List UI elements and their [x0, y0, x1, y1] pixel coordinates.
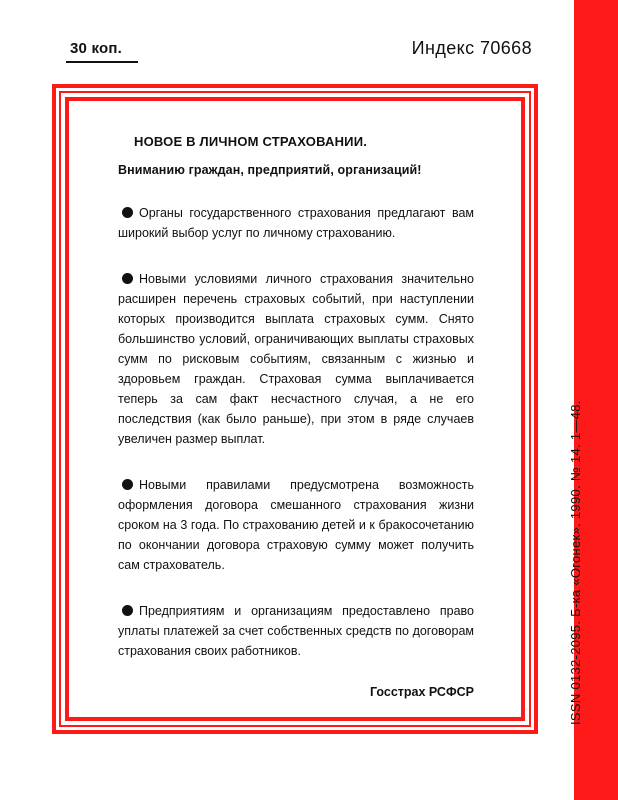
paragraph-text: Органы государственного страхования предлагают вам широкий выбор услуг по личному страхованию. [118, 206, 474, 240]
paragraph-text: Новыми условиями личного страхования значительно расширен перечень страховых событий, при наступлении которых производится выплата страховых сумм. Снято большинство условий, ограничивающих выплаты страховых сумм по рисковым событиям, связанным с жизнью и здоровьем граждан. Страховая сумма выплачивается теперь за сам факт несчастного случая, а не его последствия (как было раньше), при этом в ряде случаев увеличен размер выплат. [118, 272, 474, 446]
paragraph-text: Предприятиям и организациям предоставлено право уплаты платежей за счет собственных средств по договорам страхования своих работников. [118, 604, 474, 658]
notice-body [118, 134, 474, 699]
price-label: 30 коп. [70, 40, 122, 57]
notice-title: НОВОЕ В ЛИЧНОМ СТРАХОВАНИИ. [134, 134, 368, 149]
bullet-icon [122, 479, 133, 490]
issn-line: ISSN 0132-2095. Б-ка «Огонек». 1990. № 14. 1—48. [568, 400, 583, 725]
notice-paragraph [118, 475, 474, 575]
notice-paragraph [118, 601, 474, 661]
paragraph-text: Новыми правилами предусмотрена возможность оформления договора смешанного страхования жизни сроком на 3 года. По страхованию детей и к бракосочетанию по окончании договора страховую сумму может получить сам страхователь. [118, 478, 474, 572]
notice-paragraph [118, 203, 474, 243]
notice-signature: Госстрах РСФСР [369, 685, 474, 699]
notice-subtitle: Вниманию граждан, предприятий, организаций! [118, 163, 422, 177]
notice-paragraph [118, 269, 474, 449]
bullet-icon [122, 605, 133, 616]
price-underline [66, 61, 138, 63]
bullet-icon [122, 207, 133, 218]
bullet-icon [122, 273, 133, 284]
index-label: Индекс 70668 [411, 38, 532, 58]
